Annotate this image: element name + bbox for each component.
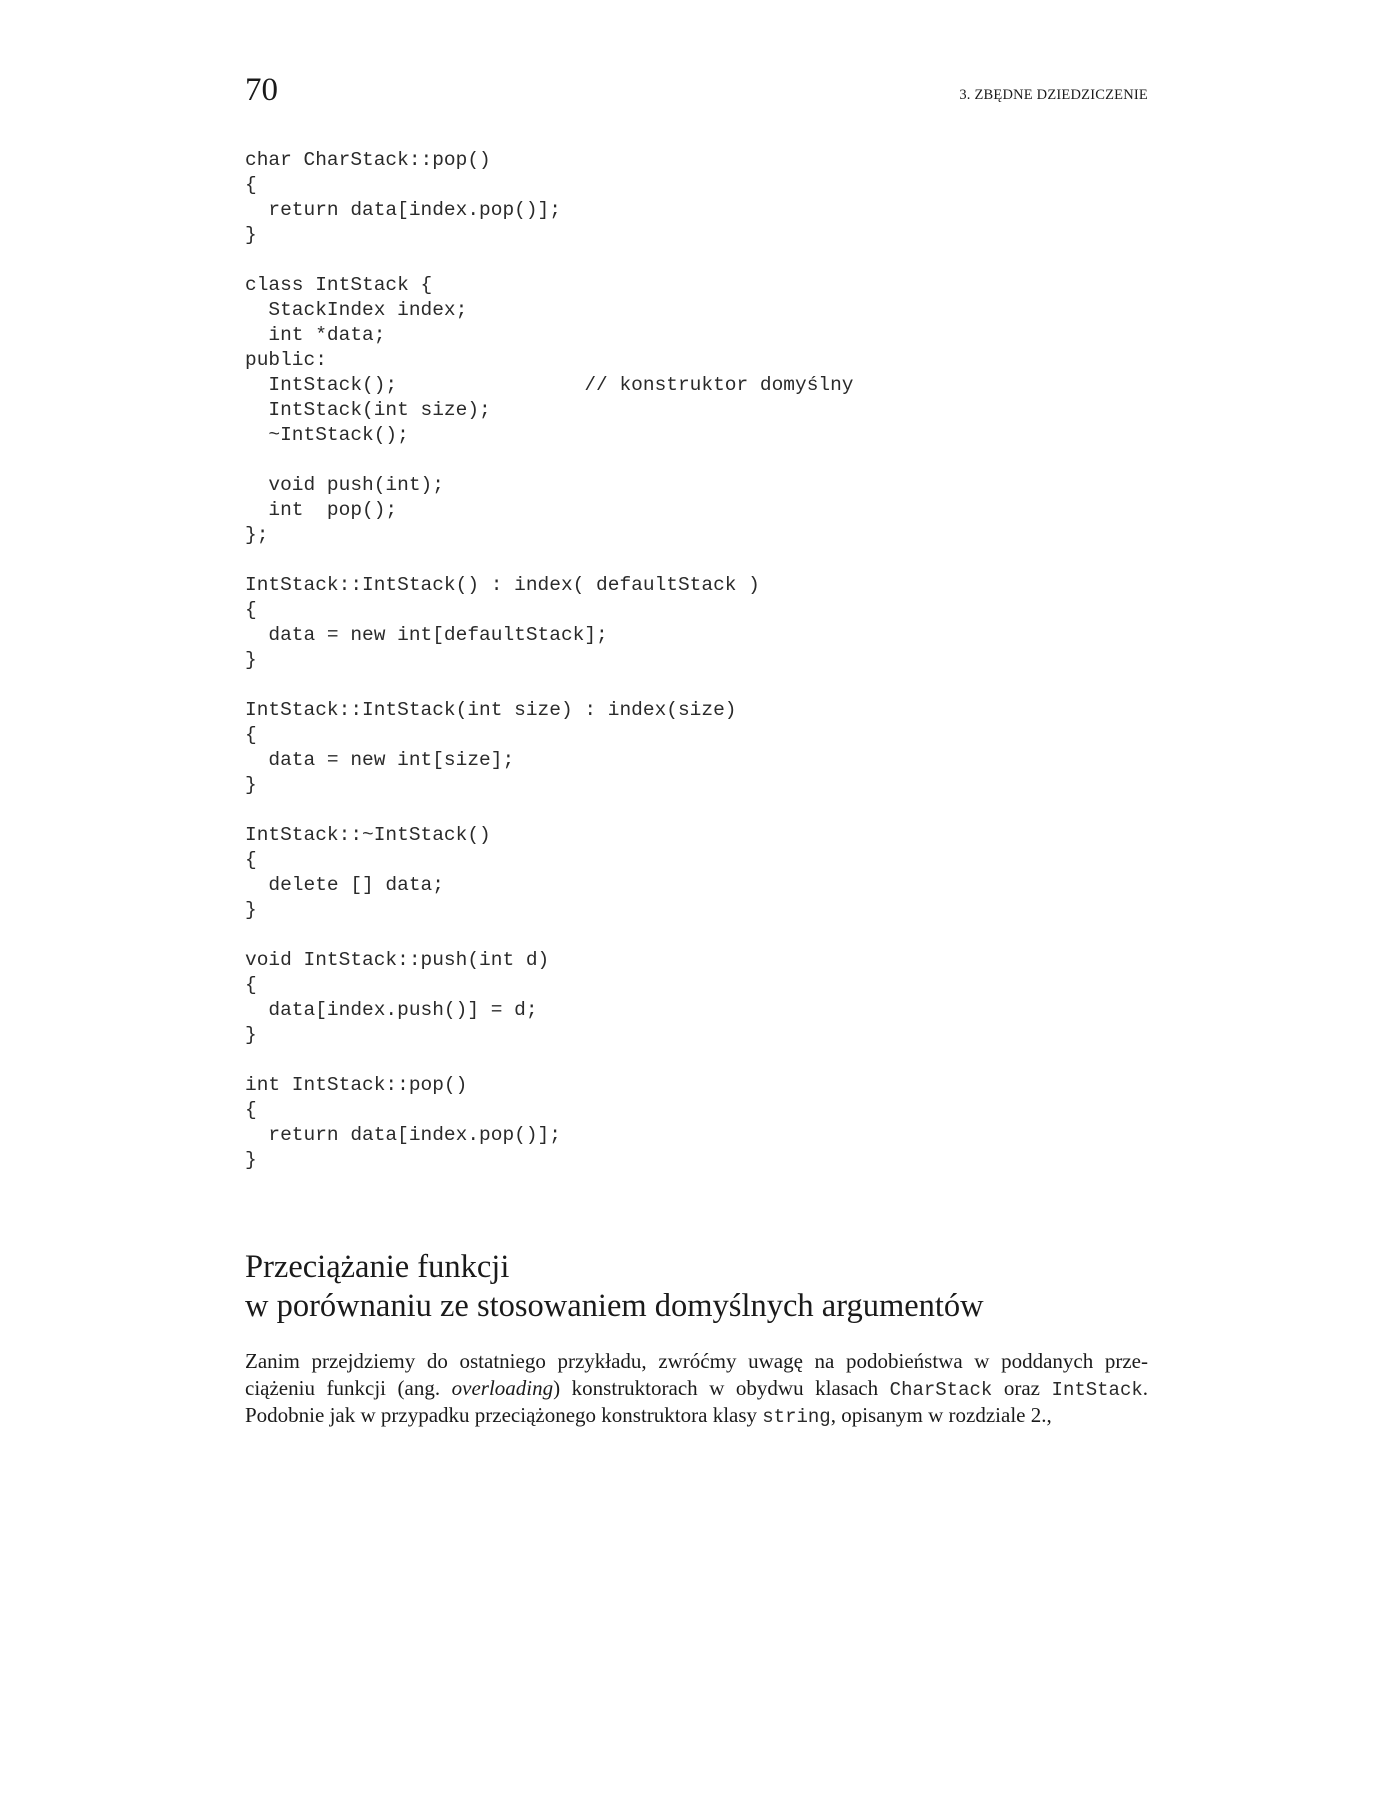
code-line: } [245,224,257,246]
code-line: { [245,849,257,871]
paragraph-line [245,1402,1148,1429]
code-line: { [245,599,257,621]
code-line [245,798,854,823]
section-heading-line: w porównaniu ze stosowaniem domyślnych argumentów [245,1288,984,1324]
code-line: IntStack::IntStack(int size) : index(size) [245,699,737,721]
code-line: } [245,649,257,671]
text-run: ciążeniu funkcji (ang. [245,1376,452,1400]
text-run: . [1142,1376,1149,1400]
code-line [245,448,854,473]
code-line: } [245,1024,257,1046]
text-run: ) konstruktorach w obydwu klasach [553,1376,890,1400]
code-listing [245,148,854,1173]
code-line: return data[index.pop()]; [245,199,561,221]
code-line: public: [245,349,327,371]
code-line: return data[index.pop()]; [245,1124,561,1146]
code-line: IntStack(int size); [245,399,491,421]
code-line: }; [245,524,269,546]
code-line: int pop(); [245,499,398,521]
section-heading-line: Przeciążanie funkcji [245,1249,510,1285]
code-line [245,1048,854,1073]
code-line: void push(int); [245,474,444,496]
paragraph-line [245,1348,1148,1375]
inline-code: string [762,1406,831,1428]
code-line: { [245,974,257,996]
paragraph-line [245,1375,1148,1402]
code-line: IntStack::~IntStack() [245,824,491,846]
code-line: data[index.push()] = d; [245,999,538,1021]
text-run: , opisanym w rozdziale 2., [830,1403,1052,1427]
code-line [245,548,854,573]
code-line [245,923,854,948]
inline-code: CharStack [889,1379,993,1401]
code-line: int *data; [245,324,386,346]
code-line: IntStack::IntStack() : index( defaultStack ) [245,574,760,596]
code-line: data = new int[defaultStack]; [245,624,608,646]
code-line: void IntStack::push(int d) [245,949,550,971]
code-line: } [245,774,257,796]
code-line: { [245,174,257,196]
code-line: delete [] data; [245,874,444,896]
code-line [245,673,854,698]
running-header: 3. ZBĘDNE DZIEDZICZENIE [959,87,1148,103]
code-line: { [245,1099,257,1121]
page-number: 70 [245,72,278,108]
text-run: oraz [992,1376,1052,1400]
code-line: IntStack(); // konstruktor domyślny [245,374,854,396]
inline-code: IntStack [1051,1379,1143,1401]
text-run: Zanim przejdziemy do ostatniego przykładu, zwróćmy uwagę na podobieństwa w poddanych prze- [245,1349,1148,1373]
code-line [245,248,854,273]
code-line: } [245,1149,257,1171]
code-line: data = new int[size]; [245,749,515,771]
code-line: StackIndex index; [245,299,468,321]
text-run: Podobnie jak w przypadku przeciążonego konstruktora klasy [245,1403,763,1427]
section-heading [245,1248,1145,1326]
code-line: { [245,724,257,746]
code-line: char CharStack::pop() [245,149,491,171]
code-line: class IntStack { [245,274,433,296]
code-line: } [245,899,257,921]
italic-term: overloading [451,1376,554,1400]
code-line: int IntStack::pop() [245,1074,468,1096]
code-line: ~IntStack(); [245,424,409,446]
body-paragraph [245,1348,1148,1429]
